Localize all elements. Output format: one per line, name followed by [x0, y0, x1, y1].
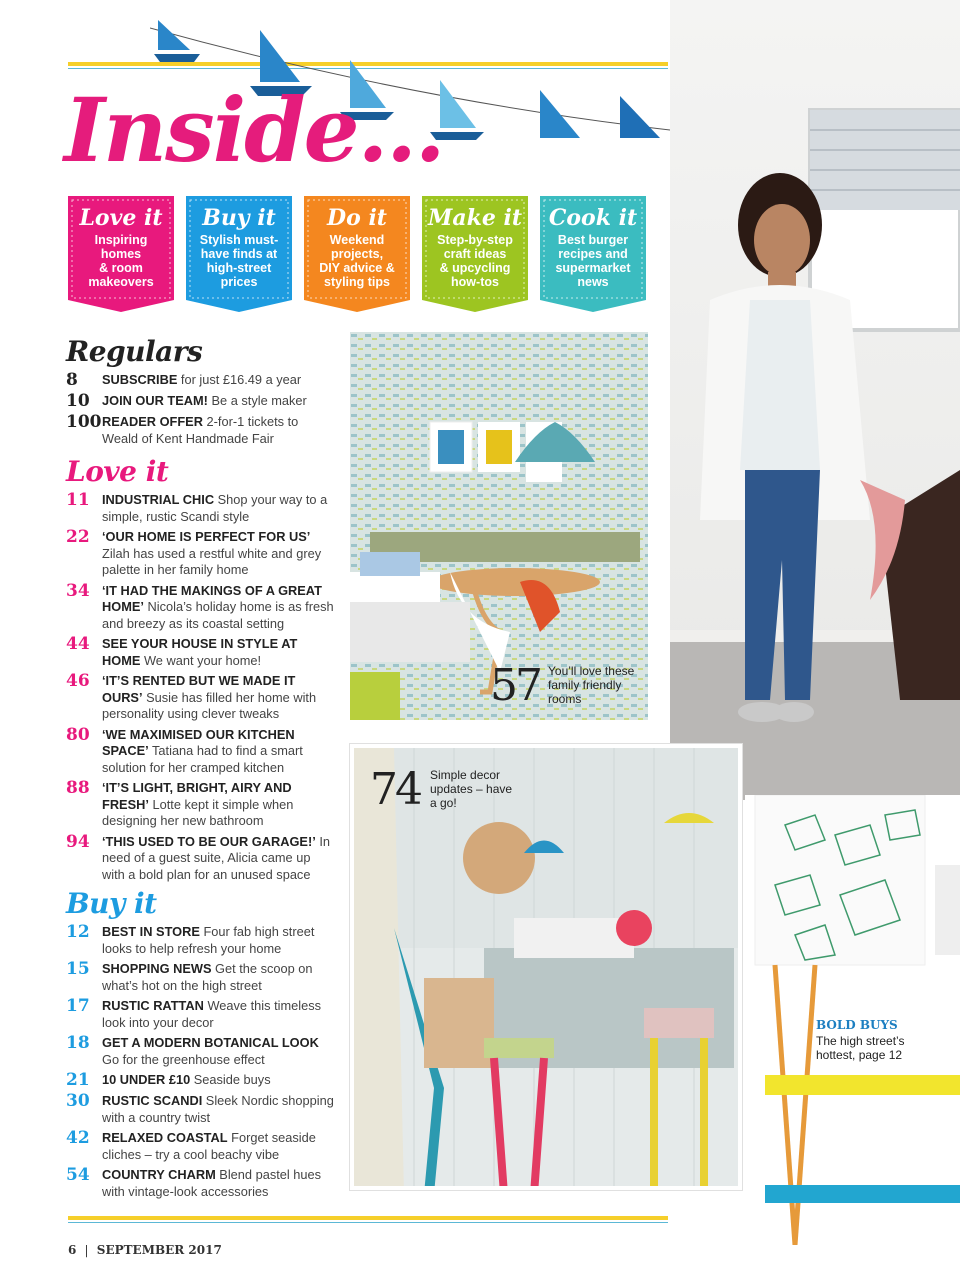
entry-summary: Zilah has used a restful white and grey palette in her family home [102, 545, 322, 577]
entry-page-number: 21 [66, 1070, 90, 1090]
entry-summary: Tatiana had to find a smart solution for her cramped kitchen [102, 743, 303, 775]
entry-page-number: 30 [66, 1091, 90, 1111]
contents-entry [66, 1035, 336, 1068]
entry-title: JOIN OUR TEAM! [102, 393, 208, 408]
entry-summary: Lotte kept it simple when designing her new bathroom [102, 796, 294, 828]
section-tab-line: Stylish must- [199, 233, 279, 247]
entry-title: ‘IT HAD THE MAKINGS OF A GREAT HOME’ [102, 582, 322, 614]
section-tab-line: DIY advice & [319, 261, 395, 275]
kitchen-page-number: 74 [370, 764, 420, 815]
entry-summary: Get the scoop on what’s hot on the high street [102, 961, 313, 993]
contents-entry [66, 636, 336, 669]
footer-separator: | [84, 1243, 89, 1257]
entry-page-number: 22 [66, 527, 90, 547]
entry-description [102, 924, 336, 957]
entry-summary: for just £16.49 a year [177, 372, 302, 387]
entry-summary: Forget seaside cliches – try a cool beachy vibe [102, 1130, 316, 1162]
entry-description [102, 780, 336, 830]
entry-summary: We want your home! [140, 652, 262, 668]
entry-summary: 2-for-1 tickets to Weald of Kent Handmade Fair [102, 414, 299, 446]
section-tab-heading: Cook it [548, 205, 638, 231]
entry-description [102, 372, 336, 389]
entry-title: SEE YOUR HOUSE IN STYLE AT HOME [102, 636, 298, 668]
section-tab-line: prices [220, 275, 258, 289]
section-tab-line: Step-by-step [437, 233, 513, 247]
section-tab-make-it [422, 196, 528, 312]
entry-description [102, 1093, 336, 1126]
entry-title: SUBSCRIBE [102, 372, 178, 387]
entry-summary: Nicola’s holiday home is as fresh and breezy as its coastal setting [102, 599, 334, 631]
section-tab-love-it [68, 196, 174, 312]
entry-description [102, 1035, 336, 1068]
contents-entry [66, 1167, 336, 1200]
entry-summary: Sleek Nordic shopping with a country twist [102, 1093, 334, 1125]
entry-summary: In need of a guest suite, Alicia came up with a bold plan for an unused space [102, 833, 331, 882]
entry-summary: Go for the greenhouse effect [102, 1051, 265, 1067]
section-tab-line: projects, [330, 247, 384, 261]
section-tab-heading: Love it [79, 205, 163, 231]
regulars-section [66, 336, 336, 447]
contents-entry [66, 924, 336, 957]
bold-buys-caption: The high street’s hottest, page 12 [816, 1034, 905, 1062]
section-tab-cook-it [540, 196, 646, 312]
love-it-section [66, 456, 336, 883]
entry-title: ‘THIS USED TO BE OUR GARAGE!’ [102, 833, 316, 849]
entry-page-number: 34 [66, 580, 90, 601]
issue-date: SEPTEMBER 2017 [96, 1243, 222, 1257]
entry-summary: Be a style maker [207, 393, 307, 408]
entry-summary: Blend pastel hues with vintage-look accessories [102, 1167, 322, 1199]
entry-description [102, 393, 336, 410]
entry-page-number: 8 [66, 370, 78, 390]
love-it-heading: Love it [66, 455, 169, 488]
entry-title: READER OFFER [102, 414, 203, 429]
section-tab-line: & room [99, 261, 143, 275]
section-tab-line: homes [100, 247, 142, 261]
page-number: 6 [68, 1243, 77, 1257]
entry-title: RELAXED COASTAL [102, 1130, 228, 1145]
contents-entry [66, 724, 336, 777]
contents-entry [66, 414, 336, 447]
entry-description [102, 414, 336, 447]
contents-entry [66, 372, 336, 389]
section-tab-do-it [304, 196, 410, 312]
entry-title: ‘IT’S RENTED BUT WE MADE IT OURS’ [102, 673, 296, 705]
entry-summary: Seaside buys [190, 1072, 271, 1087]
contents-entry [66, 580, 336, 633]
entry-description [102, 1167, 336, 1200]
entry-page-number: 46 [66, 671, 90, 691]
entry-page-number: 54 [66, 1165, 90, 1185]
entry-description [102, 492, 336, 525]
entry-title: RUSTIC RATTAN [102, 998, 204, 1013]
entry-summary: Shop your way to a simple, rustic Scandi style [102, 492, 328, 524]
entry-title: ‘OUR HOME IS PERFECT FOR US’ [102, 529, 311, 544]
section-tab-line: craft ideas [443, 247, 507, 261]
contents-entry [66, 998, 336, 1031]
contents-entry [66, 393, 336, 410]
section-tab-heading: Make it [427, 205, 523, 231]
section-tab-description [186, 233, 292, 289]
kitchen-caption: Simple decor updates – have a go! [430, 768, 513, 810]
section-tab-line: styling tips [324, 275, 390, 289]
entry-description [102, 1072, 336, 1089]
section-tab-heading: Buy it [202, 205, 276, 231]
entry-description [102, 529, 336, 579]
entry-title: INDUSTRIAL CHIC [102, 492, 215, 507]
entry-summary: Susie has filled her home with personality using clever tweaks [102, 689, 317, 721]
section-tab-line: & upcycling [439, 261, 511, 275]
section-tab-description [68, 233, 174, 289]
dining-page-number: 57 [490, 660, 540, 711]
entry-page-number: 88 [66, 778, 90, 798]
entry-page-number: 11 [66, 490, 90, 510]
entry-title: GET A MODERN BOTANICAL LOOK [102, 1035, 319, 1050]
contents-entry [66, 492, 336, 525]
entry-page-number: 94 [66, 831, 90, 852]
contents-entry [66, 780, 336, 830]
buy-it-heading: Buy it [66, 887, 157, 920]
entry-description [102, 961, 336, 994]
entry-title: COUNTRY CHARM [102, 1167, 216, 1182]
entry-page-number: 80 [66, 724, 90, 745]
entry-title: RUSTIC SCANDI [102, 1093, 203, 1108]
entry-page-number: 100 [66, 412, 102, 432]
section-tab-description [304, 233, 410, 289]
dining-caption: You’ll love these family friendly rooms [548, 664, 635, 706]
entry-page-number: 10 [66, 391, 90, 411]
regulars-heading: Regulars [66, 335, 203, 368]
entry-page-number: 17 [66, 996, 90, 1016]
section-tab-heading: Do it [327, 205, 387, 231]
entry-description [102, 673, 336, 723]
contents-entry [66, 673, 336, 723]
section-tab-line: recipes and [558, 247, 628, 261]
contents-entry [66, 1072, 336, 1089]
entry-description [102, 834, 336, 884]
entry-summary: Four fab high street looks to help refresh your home [102, 924, 315, 956]
section-tab-line: news [577, 275, 609, 289]
entry-description [102, 727, 336, 777]
entry-summary: Weave this timeless look into your decor [102, 998, 321, 1030]
contents-entry [66, 831, 336, 884]
entry-page-number: 42 [66, 1128, 90, 1148]
entry-description [102, 1130, 336, 1163]
contents-entry [66, 1093, 336, 1126]
section-tab-line: have finds at [200, 247, 278, 261]
entry-description [102, 636, 336, 669]
entry-page-number: 44 [66, 634, 90, 654]
contents-entry [66, 1130, 336, 1163]
entry-page-number: 12 [66, 922, 90, 942]
section-tab-line: Weekend [329, 233, 385, 247]
entry-page-number: 15 [66, 959, 90, 979]
section-tab-line: makeovers [88, 275, 154, 289]
entry-description [102, 998, 336, 1031]
page-title: Inside... [64, 78, 444, 182]
entry-title: ‘IT’S LIGHT, BRIGHT, AIRY AND FRESH’ [102, 780, 292, 812]
section-tab-line: high-street [206, 261, 272, 275]
woman-photo [670, 0, 960, 800]
entry-title: 10 UNDER £10 [102, 1072, 191, 1087]
entry-page-number: 18 [66, 1033, 90, 1053]
section-tab-line: Best burger [557, 233, 629, 247]
section-tab-description [540, 233, 646, 289]
contents-entry [66, 961, 336, 994]
section-tab-line: supermarket [555, 261, 631, 275]
page-footer [68, 1243, 222, 1257]
section-tab-line: how-tos [451, 275, 499, 289]
contents-entry [66, 529, 336, 579]
entry-title: BEST IN STORE [102, 924, 200, 939]
entry-description [102, 583, 336, 633]
bold-buys-title: BOLD BUYS [816, 1018, 898, 1032]
bottom-rule [68, 1216, 668, 1223]
section-tab-buy-it [186, 196, 292, 312]
buy-it-section [66, 888, 336, 1200]
section-tab-line: Inspiring [94, 233, 148, 247]
section-tabs [68, 196, 668, 316]
section-tab-description [422, 233, 528, 289]
entry-title: ‘WE MAXIMISED OUR KITCHEN SPACE’ [102, 726, 295, 758]
entry-title: SHOPPING NEWS [102, 961, 212, 976]
